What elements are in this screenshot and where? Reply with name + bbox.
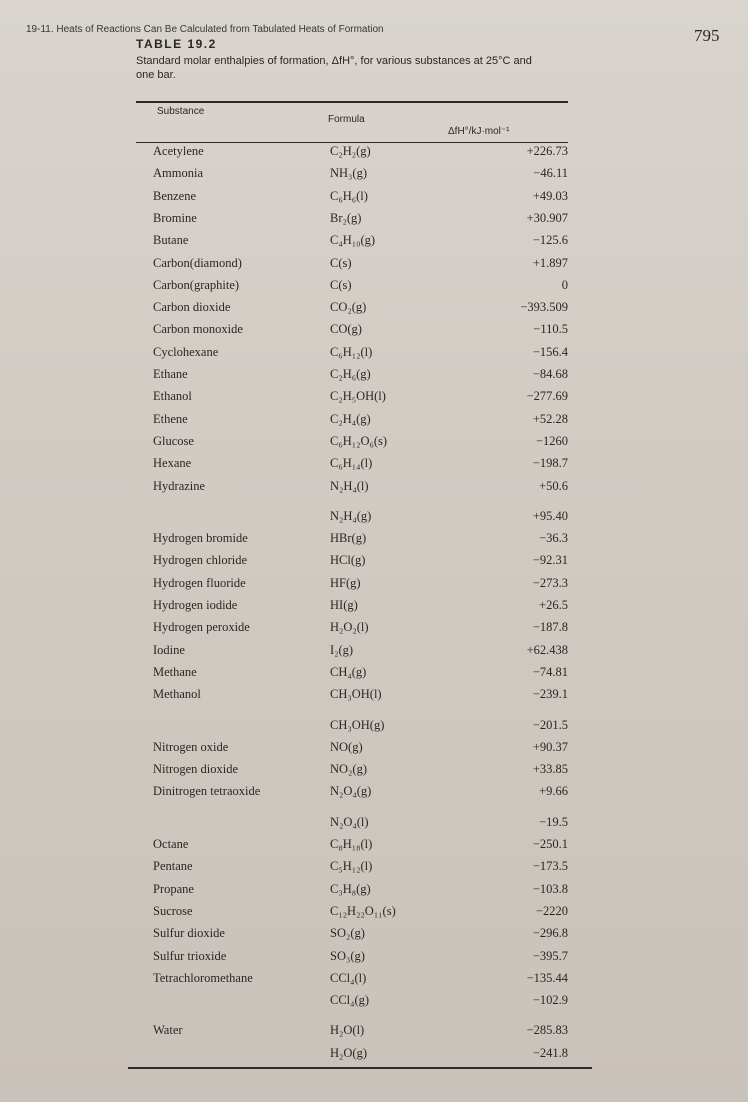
- substance-cell: Bromine: [153, 210, 197, 225]
- bottom-rule: [128, 1067, 592, 1069]
- substance-cell: Hydrogen peroxide: [153, 620, 250, 635]
- enthalpy-value-cell: +1.897: [532, 255, 568, 270]
- table-row: [0, 278, 748, 300]
- header-substance: Substance: [157, 106, 205, 117]
- formula-cell: N₂O₄(g): [330, 784, 372, 799]
- table-row: [0, 718, 748, 740]
- enthalpy-value-cell: −103.8: [532, 881, 568, 896]
- enthalpy-value-cell: −187.8: [532, 620, 568, 635]
- table-row: [0, 620, 748, 642]
- enthalpy-value-cell: −285.83: [526, 1023, 568, 1038]
- table-row: [0, 993, 748, 1015]
- enthalpy-value-cell: +33.85: [532, 762, 568, 777]
- enthalpy-value-cell: −239.1: [532, 687, 568, 702]
- formula-cell: HBr(g): [330, 531, 367, 546]
- formula-cell: C₆H₁₂O₆(s): [330, 433, 388, 448]
- substance-cell: Acetylene: [153, 144, 204, 158]
- substance-cell: Carbon dioxide: [153, 300, 231, 315]
- enthalpy-value-cell: +30.907: [526, 210, 568, 225]
- enthalpy-value-cell: −2220: [535, 903, 568, 918]
- enthalpy-value-cell: −135.44: [526, 970, 568, 985]
- enthalpy-value-cell: −84.68: [532, 367, 568, 381]
- top-rule: [136, 101, 568, 103]
- table-row: [0, 479, 748, 501]
- formula-cell: C(s): [330, 255, 352, 270]
- table-row: [0, 531, 748, 553]
- enthalpy-value-cell: +49.03: [532, 188, 568, 203]
- table-label: TABLE 19.2: [136, 37, 217, 51]
- formula-cell: N₂O₄(l): [330, 814, 369, 829]
- formula-cell: NH₃(g): [330, 166, 367, 181]
- header-formula: Formula: [328, 114, 365, 125]
- enthalpy-value-cell: −198.7: [532, 456, 568, 471]
- substance-cell: Ammonia: [153, 166, 203, 181]
- formula-cell: HCl(g): [330, 553, 366, 568]
- substance-cell: Butane: [153, 233, 189, 248]
- substance-cell: Benzene: [153, 188, 197, 203]
- formula-cell: NO(g): [330, 739, 363, 754]
- enthalpy-value-cell: −296.8: [532, 926, 568, 941]
- table-row: [0, 837, 748, 859]
- substance-cell: Hydrogen bromide: [153, 531, 248, 546]
- table-row: [0, 859, 748, 881]
- formula-cell: CCl₄(l): [330, 970, 367, 985]
- table-row: [0, 211, 748, 233]
- table-row: [0, 456, 748, 478]
- formula-cell: C₈H₁₈(l): [330, 837, 373, 851]
- substance-cell: Hydrogen iodide: [153, 598, 238, 612]
- substance-cell: Carbon monoxide: [153, 322, 243, 337]
- enthalpy-value-cell: −273.3: [532, 575, 568, 590]
- substance-cell: Methanol: [153, 687, 201, 702]
- table-row: [0, 1023, 748, 1045]
- formula-cell: C(s): [330, 277, 352, 292]
- enthalpy-value-cell: −1260: [535, 433, 568, 448]
- formula-cell: C₂H₂(g): [330, 144, 371, 158]
- table-row: [0, 412, 748, 434]
- substance-cell: Iodine: [153, 642, 185, 657]
- enthalpy-value-cell: −110.5: [533, 322, 568, 337]
- table-caption: Standard molar enthalpies of formation, ΔfH°, for various substances at 25°C and one bar.: [136, 55, 532, 81]
- enthalpy-value-cell: −173.5: [532, 859, 568, 874]
- substance-cell: Hydrogen chloride: [153, 553, 248, 568]
- enthalpy-value-cell: +226.73: [526, 144, 568, 158]
- formula-cell: CH₃OH(l): [330, 687, 382, 702]
- enthalpy-value-cell: +26.5: [539, 598, 568, 612]
- formula-cell: C₄H₁₀(g): [330, 233, 376, 248]
- formula-cell: C₆H₁₂(l): [330, 344, 373, 359]
- enthalpy-value-cell: −395.7: [532, 948, 568, 963]
- enthalpy-value-cell: +62.438: [526, 642, 568, 657]
- substance-cell: Carbon(diamond): [153, 255, 242, 270]
- formula-cell: H₂O₂(l): [330, 620, 369, 635]
- enthalpy-value-cell: −102.9: [532, 993, 568, 1008]
- table-row: [0, 598, 748, 620]
- header-enthalpy: ΔfH°/kJ·mol⁻¹: [448, 126, 510, 137]
- substance-cell: Sucrose: [153, 903, 193, 918]
- substance-cell: Dinitrogen tetraoxide: [153, 784, 261, 799]
- substance-cell: Methane: [153, 664, 197, 679]
- formula-cell: CH₄(g): [330, 664, 367, 679]
- table-row: [0, 434, 748, 456]
- formula-cell: C₂H₅OH(l): [330, 389, 386, 404]
- running-head: 19-11. Heats of Reactions Can Be Calculated from Tabulated Heats of Formation: [26, 24, 384, 35]
- formula-cell: N₂H₄(l): [330, 478, 369, 493]
- formula-cell: CH₃OH(g): [330, 717, 385, 732]
- formula-cell: C₅H₁₂(l): [330, 859, 373, 874]
- substance-cell: Hexane: [153, 456, 192, 471]
- table-row: [0, 643, 748, 665]
- table-row: [0, 971, 748, 993]
- table-row: [0, 189, 748, 211]
- enthalpy-value-cell: −19.5: [539, 814, 568, 829]
- formula-cell: N₂H₄(g): [330, 508, 372, 523]
- formula-cell: C₂H₄(g): [330, 411, 371, 426]
- substance-cell: Glucose: [153, 433, 194, 448]
- table-row: [0, 367, 748, 389]
- substance-cell: Ethanol: [153, 389, 192, 404]
- table-row: [0, 1046, 748, 1068]
- substance-cell: Pentane: [153, 859, 193, 874]
- table-row: [0, 784, 748, 806]
- enthalpy-value-cell: −277.69: [526, 389, 568, 404]
- formula-cell: CO₂(g): [330, 300, 367, 315]
- formula-cell: C₃H₈(g): [330, 881, 371, 896]
- table-row: [0, 687, 748, 709]
- table-row: [0, 815, 748, 837]
- table-row: [0, 256, 748, 278]
- table-row: [0, 882, 748, 904]
- substance-cell: Sulfur dioxide: [153, 926, 225, 941]
- formula-cell: SO₃(g): [330, 948, 365, 963]
- substance-cell: Sulfur trioxide: [153, 948, 227, 963]
- enthalpy-value-cell: −241.8: [532, 1045, 568, 1060]
- table-row: [0, 389, 748, 411]
- substance-cell: Nitrogen oxide: [153, 739, 229, 754]
- table-row: [0, 322, 748, 344]
- formula-cell: HI(g): [330, 598, 358, 612]
- table-row: [0, 300, 748, 322]
- formula-cell: CCl₄(g): [330, 993, 370, 1008]
- table-row: [0, 762, 748, 784]
- enthalpy-value-cell: −46.11: [533, 166, 568, 181]
- formula-cell: NO₂(g): [330, 762, 367, 777]
- enthalpy-value-cell: −74.81: [532, 664, 568, 679]
- enthalpy-value-cell: −92.31: [532, 553, 568, 568]
- table-row: [0, 553, 748, 575]
- header-rule: [136, 142, 568, 143]
- table-row: [0, 949, 748, 971]
- formula-cell: C₆H₆(l): [330, 188, 368, 203]
- enthalpy-value-cell: +50.6: [539, 478, 568, 493]
- formula-cell: HF(g): [330, 575, 361, 590]
- table-row: [0, 233, 748, 255]
- substance-cell: Water: [153, 1023, 183, 1038]
- enthalpy-value-cell: +90.37: [532, 739, 568, 754]
- substance-cell: Ethene: [153, 411, 188, 426]
- substance-cell: Hydrogen fluoride: [153, 575, 246, 590]
- formula-cell: C₆H₁₄(l): [330, 456, 373, 471]
- enthalpy-value-cell: +95.40: [532, 508, 568, 523]
- substance-cell: Propane: [153, 881, 194, 896]
- table-row: [0, 665, 748, 687]
- table-row: [0, 576, 748, 598]
- formula-cell: SO₂(g): [330, 926, 365, 941]
- enthalpy-value-cell: 0: [561, 277, 568, 292]
- table-row: [0, 345, 748, 367]
- table-row: [0, 166, 748, 188]
- substance-cell: Octane: [153, 837, 189, 851]
- enthalpy-value-cell: −156.4: [532, 344, 568, 359]
- substance-cell: Carbon(graphite): [153, 277, 240, 292]
- formula-cell: CO(g): [330, 322, 362, 337]
- table-row: [0, 926, 748, 948]
- table-row: [0, 509, 748, 531]
- substance-cell: Cyclohexane: [153, 344, 219, 359]
- formula-cell: C₁₂H₂₂O₁₁(s): [330, 903, 396, 918]
- formula-cell: C₂H₆(g): [330, 367, 371, 381]
- table-row: [0, 904, 748, 926]
- formula-cell: H₂O(g): [330, 1045, 367, 1060]
- substance-cell: Ethane: [153, 367, 188, 381]
- table-row: [0, 144, 748, 166]
- enthalpy-value-cell: −250.1: [532, 837, 568, 851]
- enthalpy-value-cell: −36.3: [539, 531, 568, 546]
- formula-cell: I₂(g): [330, 642, 354, 657]
- enthalpy-value-cell: +9.66: [539, 784, 568, 799]
- enthalpy-value-cell: −393.509: [520, 300, 568, 315]
- enthalpy-value-cell: −125.6: [532, 233, 568, 248]
- formula-cell: H₂O(l): [330, 1023, 365, 1038]
- page-number: 795: [694, 26, 720, 45]
- enthalpy-value-cell: +52.28: [532, 411, 568, 426]
- enthalpy-value-cell: −201.5: [532, 717, 568, 732]
- substance-cell: Nitrogen dioxide: [153, 762, 239, 777]
- table-row: [0, 740, 748, 762]
- substance-cell: Hydrazine: [153, 478, 206, 493]
- substance-cell: Tetrachloromethane: [153, 970, 253, 985]
- formula-cell: Br₂(g): [330, 210, 362, 225]
